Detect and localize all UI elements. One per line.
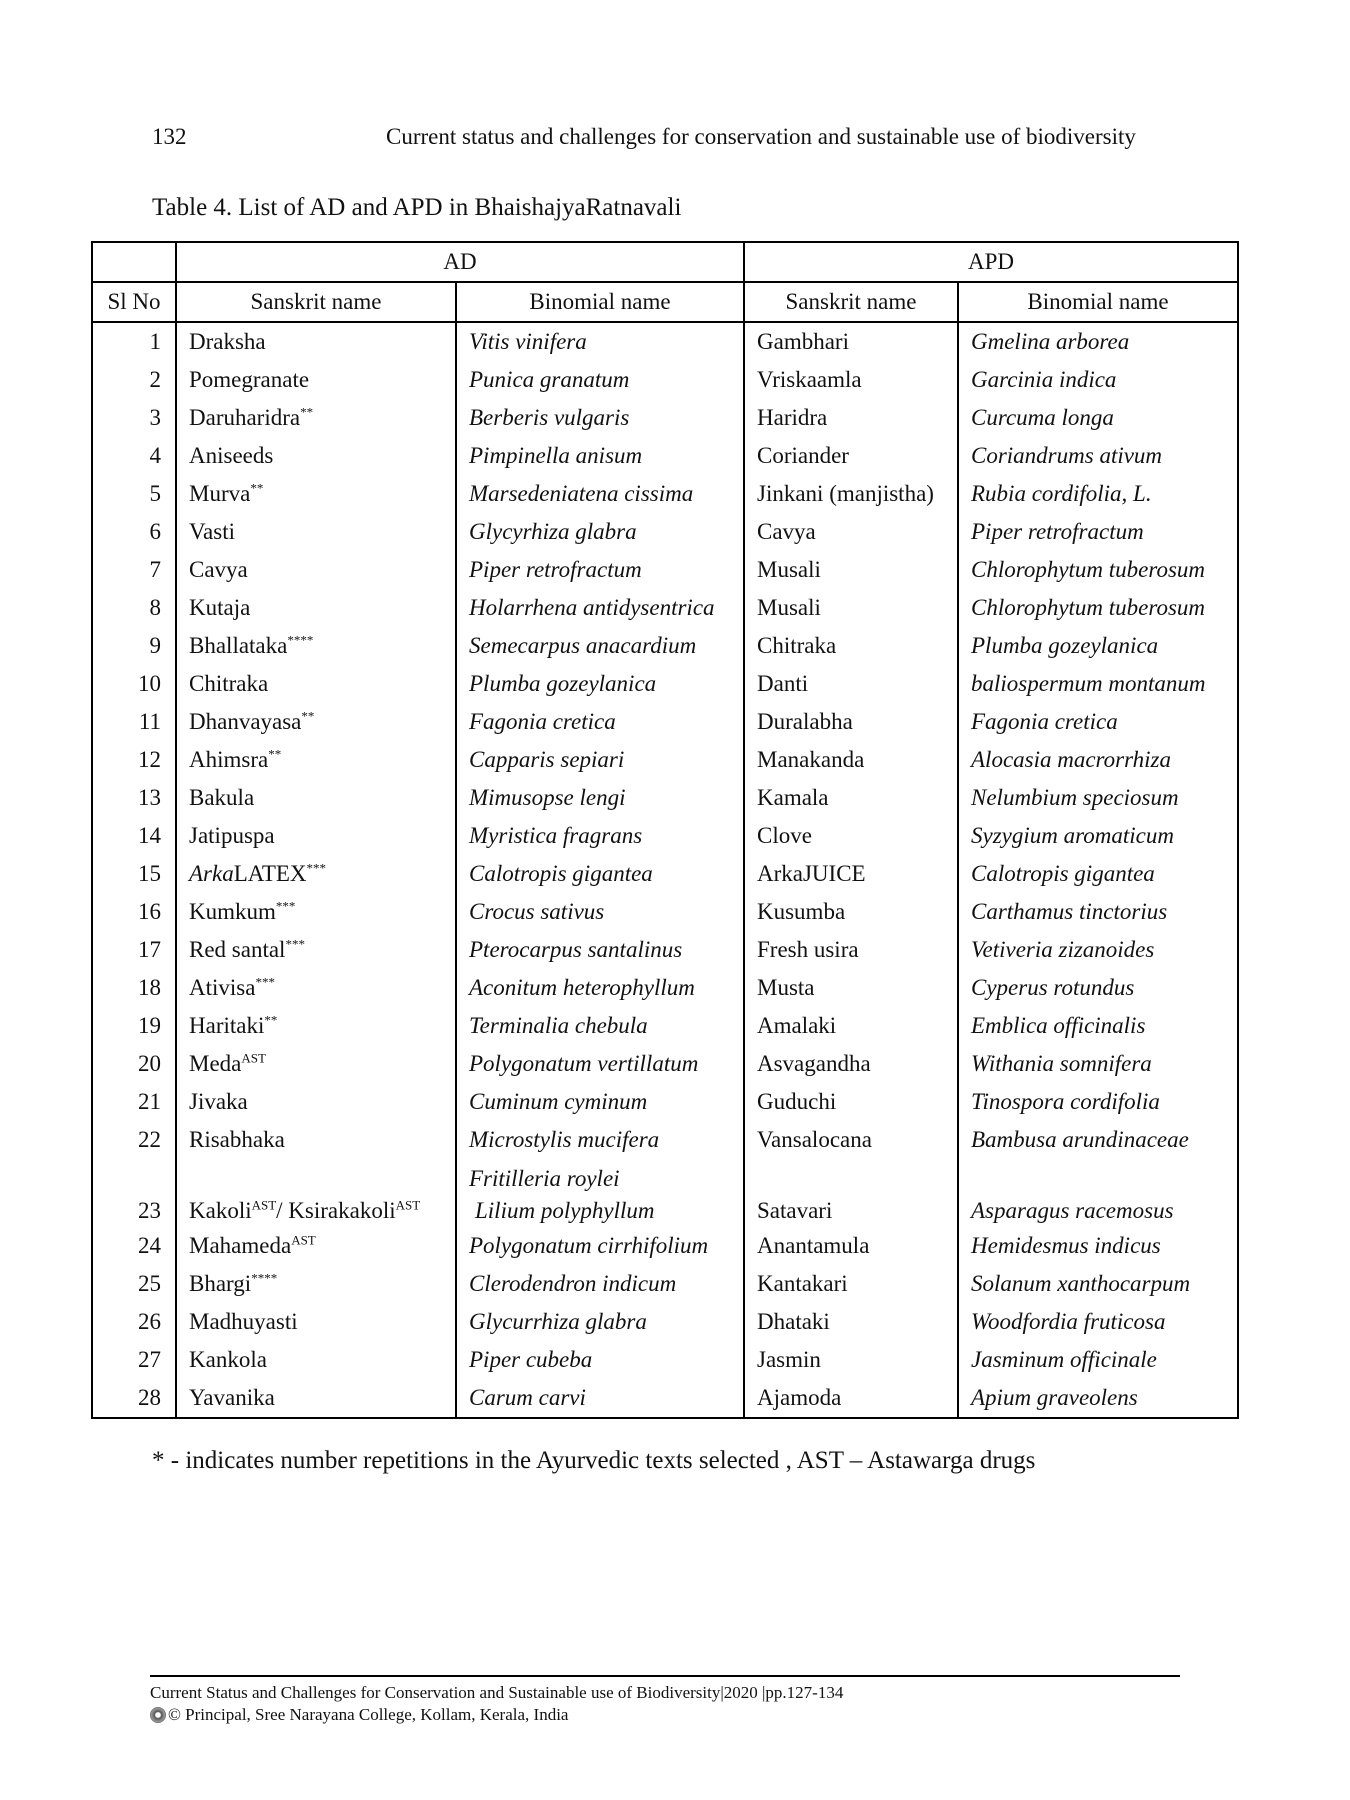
apd-binomial-cell: Solanum xanthocarpum <box>958 1265 1238 1303</box>
footer-copyright-text: © Principal, Sree Narayana College, Kollam, Kerala, India <box>168 1705 569 1724</box>
apd-binomial-cell: Bambusa arundinaceae <box>958 1121 1238 1159</box>
apd-sanskrit-cell: Kusumba <box>744 893 958 931</box>
ad-binomial-cell: Polygonatum cirrhifolium <box>456 1227 744 1265</box>
apd-binomial-cell: Fagonia cretica <box>958 703 1238 741</box>
table-row <box>92 931 1238 969</box>
apd-binomial-cell: Syzygium aromaticum <box>958 817 1238 855</box>
apd-binomial-cell: Garcinia indica <box>958 361 1238 399</box>
apd-sanskrit-cell: Duralabha <box>744 703 958 741</box>
ad-sanskrit-mark: AST <box>291 1232 316 1248</box>
apd-binomial-cell: Jasminum officinale <box>958 1341 1238 1379</box>
apd-sanskrit-cell: Gambhari <box>744 322 958 361</box>
footer-divider <box>150 1675 1180 1677</box>
sl-no-cell: 12 <box>92 741 176 779</box>
apd-binomial-cell: Curcuma longa <box>958 399 1238 437</box>
table-row <box>92 513 1238 551</box>
ad-binomial-cell: Berberis vulgaris <box>456 399 744 437</box>
ad-sanskrit-cell <box>176 1379 456 1418</box>
apd-binomial-cell: Hemidesmus indicus <box>958 1227 1238 1265</box>
apd-sanskrit-cell: Fresh usira <box>744 931 958 969</box>
ad-sanskrit-mark: *** <box>306 860 327 876</box>
sl-no-cell: 2 <box>92 361 176 399</box>
table-row <box>92 1341 1238 1379</box>
ad-sanskrit-name: Draksha <box>189 329 266 354</box>
apd-binomial-cell: Plumba gozeylanica <box>958 627 1238 665</box>
table-row <box>92 627 1238 665</box>
column-header: Binomial name <box>958 282 1238 322</box>
apd-sanskrit-cell: Cavya <box>744 513 958 551</box>
apd-binomial-cell: Rubia cordifolia, L. <box>958 475 1238 513</box>
ad-binomial-cell: Glycyrhiza glabra <box>456 513 744 551</box>
ad-sanskrit-name: Ativisa <box>189 975 256 1000</box>
ad-sanskrit-name: Pomegranate <box>189 367 310 392</box>
ad-sanskrit-mark: AST <box>241 1050 266 1066</box>
ad-sanskrit-cell <box>176 361 456 399</box>
apd-sanskrit-cell: Vriskaamla <box>744 361 958 399</box>
ad-sanskrit-name-2: / Ksirakakoli <box>276 1198 396 1223</box>
apd-sanskrit-cell: ArkaJUICE <box>744 855 958 893</box>
table-row <box>92 1379 1238 1418</box>
college-seal-icon <box>150 1707 166 1723</box>
ad-sanskrit-prefix: Arka <box>189 861 234 886</box>
sl-no-cell: 26 <box>92 1303 176 1341</box>
apd-sanskrit-cell: Kamala <box>744 779 958 817</box>
apd-sanskrit-cell: Anantamula <box>744 1227 958 1265</box>
ad-sanskrit-cell <box>176 399 456 437</box>
ad-sanskrit-name: Bhallataka <box>189 633 288 658</box>
ad-sanskrit-mark: **** <box>251 1270 278 1286</box>
ad-sanskrit-cell <box>176 322 456 361</box>
column-header: Binomial name <box>456 282 744 322</box>
table-row <box>92 1045 1238 1083</box>
ad-sanskrit-cell <box>176 1265 456 1303</box>
table-row <box>92 893 1238 931</box>
sl-no-cell: 6 <box>92 513 176 551</box>
apd-sanskrit-cell: Amalaki <box>744 1007 958 1045</box>
apd-sanskrit-cell: Vansalocana <box>744 1121 958 1159</box>
ad-binomial-cell <box>456 1159 744 1227</box>
ad-sanskrit-cell <box>176 1121 456 1159</box>
table-row <box>92 855 1238 893</box>
ad-sanskrit-name: LATEX <box>233 861 307 886</box>
group-header-ad: AD <box>176 242 744 282</box>
table-row <box>92 1227 1238 1265</box>
ad-binomial-cell: Clerodendron indicum <box>456 1265 744 1303</box>
ad-sanskrit-mark: ** <box>301 708 315 724</box>
ad-sanskrit-cell <box>176 931 456 969</box>
ad-sanskrit-mark: *** <box>255 974 275 990</box>
ad-sanskrit-name: Kumkum <box>189 899 276 924</box>
ad-binomial-name: Fritilleria roylei <box>469 1166 620 1191</box>
ad-sanskrit-cell <box>176 1045 456 1083</box>
apd-sanskrit-cell: Jasmin <box>744 1341 958 1379</box>
drug-table <box>91 241 1239 1419</box>
apd-sanskrit-cell: Jinkani (manjistha) <box>744 475 958 513</box>
ad-sanskrit-name: Madhuyasti <box>189 1309 298 1334</box>
ad-sanskrit-cell <box>176 893 456 931</box>
apd-binomial-cell: Calotropis gigantea <box>958 855 1238 893</box>
apd-sanskrit-cell: Satavari <box>744 1159 958 1227</box>
apd-sanskrit-cell: Chitraka <box>744 627 958 665</box>
apd-binomial-cell: Cyperus rotundus <box>958 969 1238 1007</box>
table-row <box>92 779 1238 817</box>
sl-no-cell: 13 <box>92 779 176 817</box>
group-header-apd: APD <box>744 242 1238 282</box>
ad-binomial-cell: Vitis vinifera <box>456 322 744 361</box>
sl-no-cell: 22 <box>92 1121 176 1159</box>
apd-binomial-cell: Coriandrums ativum <box>958 437 1238 475</box>
apd-binomial-cell: Tinospora cordifolia <box>958 1083 1238 1121</box>
sl-no-cell: 20 <box>92 1045 176 1083</box>
table-row <box>92 1159 1238 1227</box>
ad-sanskrit-mark: ** <box>300 404 314 420</box>
apd-sanskrit-cell: Musali <box>744 589 958 627</box>
ad-sanskrit-name: Vasti <box>189 519 235 544</box>
table-row <box>92 1303 1238 1341</box>
ad-binomial-cell: Marsedeniatena cissima <box>456 475 744 513</box>
sl-no-cell: 18 <box>92 969 176 1007</box>
ad-sanskrit-mark: ** <box>268 746 282 762</box>
ad-binomial-cell: Fagonia cretica <box>456 703 744 741</box>
apd-sanskrit-cell: Coriander <box>744 437 958 475</box>
ad-sanskrit-mark: AST <box>251 1197 277 1213</box>
apd-binomial-cell: Vetiveria zizanoides <box>958 931 1238 969</box>
ad-sanskrit-name: Ahimsra <box>189 747 269 772</box>
table-row <box>92 589 1238 627</box>
ad-sanskrit-cell <box>176 817 456 855</box>
footer-copyright <box>150 1705 568 1725</box>
ad-sanskrit-cell <box>176 855 456 893</box>
ad-sanskrit-mark-2: AST <box>395 1197 421 1213</box>
ad-binomial-cell: Myristica fragrans <box>456 817 744 855</box>
column-header: Sanskrit name <box>176 282 456 322</box>
ad-sanskrit-name: Aniseeds <box>189 443 274 468</box>
ad-binomial-cell: Pterocarpus santalinus <box>456 931 744 969</box>
table-row <box>92 741 1238 779</box>
apd-sanskrit-cell: Danti <box>744 665 958 703</box>
ad-binomial-cell: Plumba gozeylanica <box>456 665 744 703</box>
ad-binomial-cell: Punica granatum <box>456 361 744 399</box>
apd-sanskrit-cell: Ajamoda <box>744 1379 958 1418</box>
ad-sanskrit-cell <box>176 665 456 703</box>
table-row <box>92 817 1238 855</box>
sl-no-cell: 15 <box>92 855 176 893</box>
sl-no-cell: 23 <box>92 1159 176 1227</box>
apd-sanskrit-cell: Guduchi <box>744 1083 958 1121</box>
sl-no-cell: 14 <box>92 817 176 855</box>
ad-sanskrit-name: Daruharidra <box>189 405 301 430</box>
ad-binomial-cell: Carum carvi <box>456 1379 744 1418</box>
ad-sanskrit-cell <box>176 589 456 627</box>
ad-sanskrit-cell <box>176 1227 456 1265</box>
sl-no-cell: 7 <box>92 551 176 589</box>
apd-binomial-cell: Asparagus racemosus <box>958 1159 1238 1227</box>
footer-citation: Current Status and Challenges for Conservation and Sustainable use of Biodiversity|2020 |pp.127-134 <box>150 1683 844 1702</box>
ad-sanskrit-mark: **** <box>287 632 314 648</box>
apd-sanskrit-cell: Haridra <box>744 399 958 437</box>
ad-sanskrit-cell <box>176 437 456 475</box>
sl-no-cell: 21 <box>92 1083 176 1121</box>
ad-sanskrit-mark: *** <box>275 898 296 914</box>
ad-binomial-cell: Mimusopse lengi <box>456 779 744 817</box>
ad-sanskrit-name: Haritaki <box>189 1013 265 1038</box>
ad-sanskrit-cell <box>176 1007 456 1045</box>
sl-no-cell: 1 <box>92 322 176 361</box>
sl-no-cell: 17 <box>92 931 176 969</box>
apd-binomial-cell: Chlorophytum tuberosum <box>958 551 1238 589</box>
ad-binomial-cell: Piper retrofractum <box>456 551 744 589</box>
ad-sanskrit-cell <box>176 779 456 817</box>
ad-sanskrit-cell <box>176 551 456 589</box>
apd-binomial-cell: Woodfordia fruticosa <box>958 1303 1238 1341</box>
apd-sanskrit-cell: Clove <box>744 817 958 855</box>
sl-no-cell: 16 <box>92 893 176 931</box>
ad-binomial-cell: Holarrhena antidysentrica <box>456 589 744 627</box>
table-row <box>92 1265 1238 1303</box>
apd-binomial-cell: Apium graveolens <box>958 1379 1238 1418</box>
sl-no-cell: 19 <box>92 1007 176 1045</box>
sl-no-cell: 11 <box>92 703 176 741</box>
table-row <box>92 665 1238 703</box>
apd-sanskrit-cell: Musali <box>744 551 958 589</box>
table-row <box>92 437 1238 475</box>
ad-binomial-cell: Microstylis mucifera <box>456 1121 744 1159</box>
table-row <box>92 1007 1238 1045</box>
group-header-row <box>92 242 1238 282</box>
running-title: Current status and challenges for conservation and sustainable use of biodiversity <box>386 124 1136 149</box>
sl-no-cell: 27 <box>92 1341 176 1379</box>
apd-sanskrit-cell: Kantakari <box>744 1265 958 1303</box>
ad-sanskrit-mark: ** <box>250 480 264 496</box>
apd-binomial-cell: Piper retrofractum <box>958 513 1238 551</box>
ad-sanskrit-name: Kutaja <box>189 595 251 620</box>
sl-no-cell: 24 <box>92 1227 176 1265</box>
ad-sanskrit-name: Chitraka <box>189 671 269 696</box>
ad-binomial-cell: Calotropis gigantea <box>456 855 744 893</box>
table-row <box>92 551 1238 589</box>
ad-binomial-cell: Terminalia chebula <box>456 1007 744 1045</box>
table-row <box>92 703 1238 741</box>
sl-no-cell: 9 <box>92 627 176 665</box>
ad-sanskrit-name: Murva <box>189 481 251 506</box>
sl-no-cell: 10 <box>92 665 176 703</box>
empty-header-cell <box>92 242 176 282</box>
table-row <box>92 969 1238 1007</box>
ad-sanskrit-name: Meda <box>189 1051 242 1076</box>
table-row <box>92 475 1238 513</box>
ad-binomial-cell: Cuminum cyminum <box>456 1083 744 1121</box>
ad-sanskrit-mark: *** <box>285 936 305 952</box>
table-row <box>92 1121 1238 1159</box>
ad-sanskrit-name: Dhanvayasa <box>189 709 302 734</box>
apd-sanskrit-cell: Musta <box>744 969 958 1007</box>
ad-sanskrit-mark: ** <box>264 1012 278 1028</box>
ad-sanskrit-name: Risabhaka <box>189 1127 285 1152</box>
ad-sanskrit-cell <box>176 627 456 665</box>
table-row <box>92 399 1238 437</box>
sl-no-cell: 5 <box>92 475 176 513</box>
ad-binomial-name-2: Lilium polyphyllum <box>475 1198 655 1223</box>
ad-sanskrit-cell <box>176 1341 456 1379</box>
ad-sanskrit-name: Yavanika <box>189 1385 275 1410</box>
ad-sanskrit-name: Cavya <box>189 557 248 582</box>
ad-binomial-cell: Aconitum heterophyllum <box>456 969 744 1007</box>
ad-sanskrit-name: Mahameda <box>189 1233 292 1258</box>
apd-binomial-cell: Alocasia macrorrhiza <box>958 741 1238 779</box>
apd-binomial-cell: Nelumbium speciosum <box>958 779 1238 817</box>
ad-sanskrit-name: Bakula <box>189 785 255 810</box>
apd-sanskrit-cell: Dhataki <box>744 1303 958 1341</box>
apd-binomial-cell: Carthamus tinctorius <box>958 893 1238 931</box>
ad-binomial-cell: Glycurrhiza glabra <box>456 1303 744 1341</box>
apd-sanskrit-cell: Asvagandha <box>744 1045 958 1083</box>
ad-sanskrit-cell <box>176 741 456 779</box>
ad-sanskrit-name: Bhargi <box>189 1271 252 1296</box>
column-header: Sanskrit name <box>744 282 958 322</box>
sl-no-cell: 4 <box>92 437 176 475</box>
ad-binomial-cell: Capparis sepiari <box>456 741 744 779</box>
ad-sanskrit-cell <box>176 475 456 513</box>
ad-binomial-cell: Pimpinella anisum <box>456 437 744 475</box>
ad-binomial-cell: Polygonatum vertillatum <box>456 1045 744 1083</box>
ad-sanskrit-name: Kakoli <box>189 1198 252 1223</box>
apd-binomial-cell: Withania somnifera <box>958 1045 1238 1083</box>
ad-sanskrit-cell <box>176 969 456 1007</box>
apd-binomial-cell: Chlorophytum tuberosum <box>958 589 1238 627</box>
ad-binomial-cell: Semecarpus anacardium <box>456 627 744 665</box>
apd-sanskrit-cell: Manakanda <box>744 741 958 779</box>
ad-sanskrit-cell <box>176 703 456 741</box>
ad-sanskrit-name: Kankola <box>189 1347 267 1372</box>
ad-sanskrit-cell <box>176 513 456 551</box>
column-header: Sl No <box>92 282 176 322</box>
page-number: 132 <box>152 124 187 149</box>
sl-no-cell: 25 <box>92 1265 176 1303</box>
apd-binomial-cell: Emblica officinalis <box>958 1007 1238 1045</box>
table-row <box>92 322 1238 361</box>
sl-no-cell: 8 <box>92 589 176 627</box>
footnote: * - indicates number repetitions in the Ayurvedic texts selected , AST – Astawarga drugs <box>152 1447 1036 1474</box>
table-caption: Table 4. List of AD and APD in BhaishajyaRatnavali <box>152 194 682 221</box>
ad-sanskrit-cell <box>176 1303 456 1341</box>
apd-binomial-cell: baliospermum montanum <box>958 665 1238 703</box>
sl-no-cell: 3 <box>92 399 176 437</box>
ad-sanskrit-cell <box>176 1083 456 1121</box>
apd-binomial-cell: Gmelina arborea <box>958 322 1238 361</box>
ad-sanskrit-name: Jatipuspa <box>189 823 275 848</box>
ad-sanskrit-name: Red santal <box>189 937 286 962</box>
sl-no-cell: 28 <box>92 1379 176 1418</box>
table-row <box>92 361 1238 399</box>
ad-binomial-cell: Crocus sativus <box>456 893 744 931</box>
ad-sanskrit-name: Jivaka <box>189 1089 248 1114</box>
ad-sanskrit-cell <box>176 1159 456 1227</box>
column-header-row <box>92 282 1238 322</box>
table-row <box>92 1083 1238 1121</box>
ad-binomial-cell: Piper cubeba <box>456 1341 744 1379</box>
